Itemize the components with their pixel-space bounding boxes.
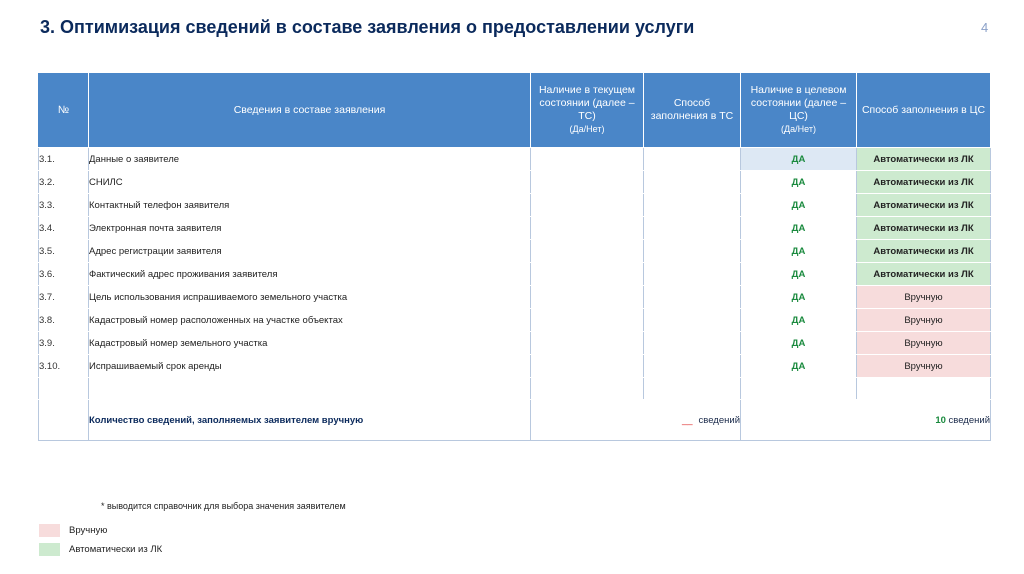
row-number: 3.8. (39, 309, 89, 332)
header-ts-presence (531, 73, 644, 148)
blank-cell (644, 378, 741, 400)
row-ts-method (644, 355, 741, 378)
row-cs-presence: ДА (741, 332, 857, 355)
legend-swatch-manual (39, 524, 60, 537)
row-number: 3.2. (39, 171, 89, 194)
page-number: 4 (981, 20, 989, 35)
row-cs-method: Автоматически из ЛК (857, 194, 991, 217)
row-cs-method: Вручную (857, 332, 991, 355)
row-ts-method (644, 309, 741, 332)
row-ts-presence (531, 217, 644, 240)
row-ts-method (644, 148, 741, 171)
table-row (39, 240, 991, 263)
total-row (39, 400, 991, 441)
row-ts-presence (531, 171, 644, 194)
page-title: 3. Оптимизация сведений в составе заявления о предоставлении услуги (40, 17, 695, 37)
total-ts-count (531, 400, 741, 441)
blank-cell (741, 378, 857, 400)
header-ts-presence-label: Наличие в текущем состоянии (далее – ТС) (538, 84, 636, 122)
row-cs-presence: ДА (741, 309, 857, 332)
row-ts-presence (531, 286, 644, 309)
row-field-name: Фактический адрес проживания заявителя (89, 263, 531, 286)
header-name: Сведения в составе заявления (89, 73, 531, 148)
row-number: 3.3. (39, 194, 89, 217)
table-row-blank (39, 378, 991, 400)
blank-cell (531, 378, 644, 400)
row-cs-presence: ДА (741, 240, 857, 263)
row-field-name: Адрес регистрации заявителя (89, 240, 531, 263)
table-row (39, 263, 991, 286)
row-number: 3.1. (39, 148, 89, 171)
header-cs-method: Способ заполнения в ЦС (857, 73, 991, 148)
row-ts-presence (531, 240, 644, 263)
row-field-name: СНИЛС (89, 171, 531, 194)
row-ts-method (644, 263, 741, 286)
row-number: 3.7. (39, 286, 89, 309)
row-cs-presence: ДА (741, 171, 857, 194)
header-ts-presence-sub: (Да/Нет) (569, 124, 605, 134)
row-cs-method: Автоматически из ЛК (857, 217, 991, 240)
row-ts-presence (531, 309, 644, 332)
header-cs-presence (741, 73, 857, 148)
total-ts-dash: __ (681, 414, 693, 426)
blank-cell (39, 378, 89, 400)
table-row (39, 355, 991, 378)
row-cs-method: Автоматически из ЛК (857, 240, 991, 263)
legend-swatch-auto (39, 543, 60, 556)
row-ts-presence (531, 148, 644, 171)
row-ts-method (644, 171, 741, 194)
row-number: 3.4. (39, 217, 89, 240)
row-number: 3.5. (39, 240, 89, 263)
row-field-name: Данные о заявителе (89, 148, 531, 171)
row-number: 3.10. (39, 355, 89, 378)
row-field-name: Испрашиваемый срок аренды (89, 355, 531, 378)
header-no: № (39, 73, 89, 148)
row-number: 3.6. (39, 263, 89, 286)
table-row (39, 332, 991, 355)
row-ts-presence (531, 194, 644, 217)
header-cs-presence-label: Наличие в целевом состоянии (далее – ЦС) (750, 84, 847, 122)
row-cs-method: Вручную (857, 309, 991, 332)
blank-cell (857, 378, 991, 400)
row-cs-presence: ДА (741, 194, 857, 217)
table-row (39, 148, 991, 171)
row-cs-presence: ДА (741, 148, 857, 171)
row-ts-presence (531, 332, 644, 355)
total-cs-text: сведений (948, 414, 990, 426)
row-field-name: Кадастровый номер расположенных на участке объектах (89, 309, 531, 332)
row-ts-method (644, 286, 741, 309)
row-ts-method (644, 240, 741, 263)
row-cs-method: Автоматически из ЛК (857, 148, 991, 171)
table-row (39, 194, 991, 217)
total-cs-number: 10 (935, 414, 946, 426)
table-header-row (39, 73, 991, 148)
row-ts-presence (531, 263, 644, 286)
header-cs-presence-sub: (Да/Нет) (781, 124, 816, 134)
row-cs-presence: ДА (741, 217, 857, 240)
header-ts-method: Способ заполнения в ТС (644, 73, 741, 148)
row-number: 3.9. (39, 332, 89, 355)
total-cs-count (741, 400, 991, 441)
row-cs-presence: ДА (741, 355, 857, 378)
row-field-name: Кадастровый номер земельного участка (89, 332, 531, 355)
row-cs-method: Автоматически из ЛК (857, 171, 991, 194)
row-field-name: Электронная почта заявителя (89, 217, 531, 240)
row-cs-method: Вручную (857, 355, 991, 378)
legend-label-auto: Автоматически из ЛК (69, 544, 163, 555)
table-row (39, 217, 991, 240)
legend-label-manual: Вручную (69, 525, 108, 536)
row-ts-method (644, 217, 741, 240)
row-field-name: Контактный телефон заявителя (89, 194, 531, 217)
total-label: Количество сведений, заполняемых заявителем вручную (89, 400, 531, 441)
total-ts-text: сведений (698, 414, 740, 426)
total-empty-cell (39, 400, 89, 441)
row-ts-method (644, 194, 741, 217)
blank-cell (89, 378, 531, 400)
row-cs-presence: ДА (741, 286, 857, 309)
footnote: * выводится справочник для выбора значения заявителем (101, 501, 346, 511)
row-ts-method (644, 332, 741, 355)
application-fields-table (38, 72, 991, 441)
table-row (39, 309, 991, 332)
table-row (39, 286, 991, 309)
table-row (39, 171, 991, 194)
row-cs-method: Автоматически из ЛК (857, 263, 991, 286)
row-ts-presence (531, 355, 644, 378)
row-cs-method: Вручную (857, 286, 991, 309)
row-field-name: Цель использования испрашиваемого земельного участка (89, 286, 531, 309)
row-cs-presence: ДА (741, 263, 857, 286)
